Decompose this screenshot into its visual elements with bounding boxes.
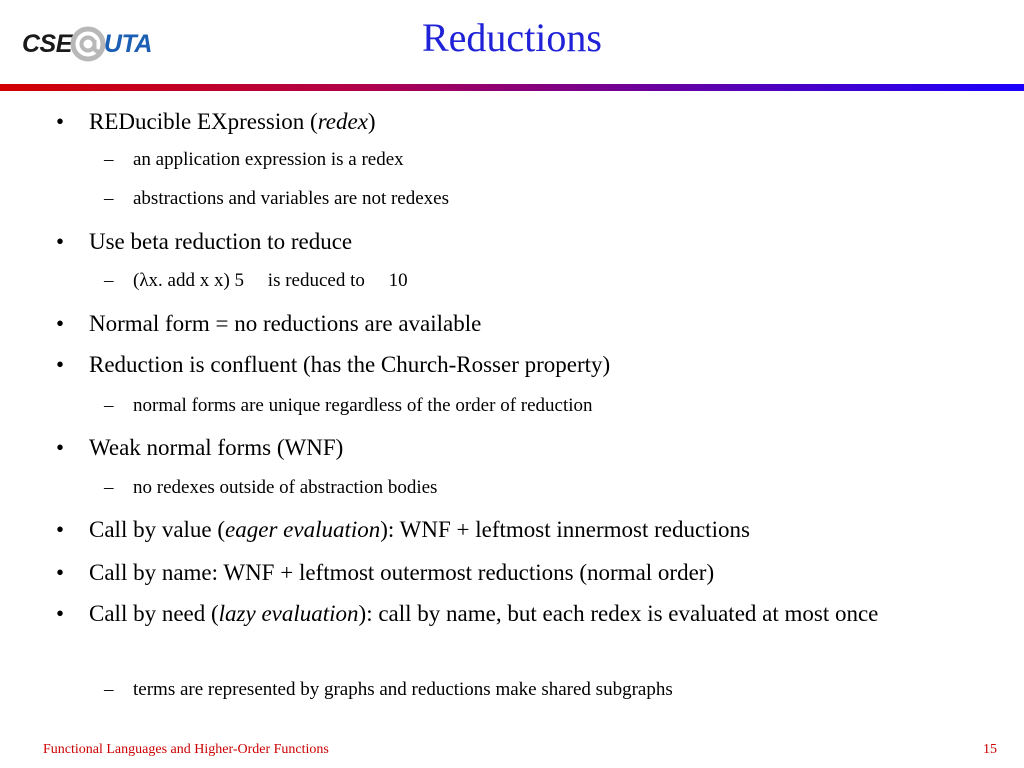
bullet-text xyxy=(89,514,969,546)
text-run: normal forms are unique regardless of the order of reduction xyxy=(133,395,593,416)
text-run: an application expression is a redex xyxy=(133,149,404,170)
dash-marker: – xyxy=(104,477,114,498)
text-run: Use beta reduction to reduce xyxy=(89,229,353,254)
text-run: Normal form = no reductions are available xyxy=(89,311,482,336)
text-run: Call by name: WNF + leftmost outermost reductions (normal order) xyxy=(89,560,715,585)
dash-marker: – xyxy=(104,149,114,170)
footer-course-title: Functional Languages and Higher-Order Functions xyxy=(43,742,329,757)
bullet-marker: • xyxy=(56,601,65,626)
logo-uta-text: UTA xyxy=(103,29,152,58)
text-run: no redexes outside of abstraction bodies xyxy=(133,477,438,498)
bullet-marker: • xyxy=(56,352,65,377)
text-run: REDucible EXpression ( xyxy=(89,109,318,134)
bullet-text xyxy=(133,393,973,419)
bullet-text xyxy=(133,677,973,703)
bullet-text xyxy=(89,308,969,340)
dash-marker: – xyxy=(104,679,114,700)
text-run: ) xyxy=(367,109,376,134)
bullet-text xyxy=(133,147,973,173)
dash-marker: – xyxy=(104,188,114,209)
bullet-marker: • xyxy=(56,229,65,254)
text-run: ): call by name, but each redex is evaluated at most once xyxy=(358,601,879,626)
text-run: (λx. add x x) 5 is reduced to 10 xyxy=(133,270,408,291)
text-run: Weak normal forms (WNF) xyxy=(89,435,344,460)
emphasis-text: redex xyxy=(317,109,368,134)
title-divider xyxy=(0,84,1024,91)
bullet-marker: • xyxy=(56,517,65,542)
emphasis-text: lazy evaluation xyxy=(218,601,359,626)
logo-cse-text: CSE xyxy=(22,29,72,58)
bullet-text xyxy=(89,226,969,258)
bullet-text xyxy=(89,106,969,138)
bullet-text xyxy=(89,349,969,381)
bullet-text xyxy=(89,432,969,464)
bullet-marker: • xyxy=(56,560,65,585)
bullet-text xyxy=(89,598,969,630)
text-run: Call by value ( xyxy=(89,517,226,542)
bullet-text xyxy=(133,186,973,212)
text-run: Reduction is confluent (has the Church-Rosser property) xyxy=(89,352,611,377)
text-run: Call by need ( xyxy=(89,601,219,626)
emphasis-text: eager evaluation xyxy=(225,517,381,542)
dash-marker: – xyxy=(104,395,114,416)
bullet-text xyxy=(133,268,973,294)
dash-marker: – xyxy=(104,270,114,291)
slide-number: 15 xyxy=(983,742,997,757)
bullet-marker: • xyxy=(56,311,65,336)
bullet-text xyxy=(133,475,973,501)
slide-title: Reductions xyxy=(422,15,602,60)
text-run: terms are represented by graphs and reductions make shared subgraphs xyxy=(133,679,673,700)
text-run: abstractions and variables are not redexes xyxy=(133,188,450,209)
text-run: ): WNF + leftmost innermost reductions xyxy=(380,517,750,542)
bullet-marker: • xyxy=(56,109,65,134)
bullet-text xyxy=(89,557,969,589)
bullet-marker: • xyxy=(56,435,65,460)
